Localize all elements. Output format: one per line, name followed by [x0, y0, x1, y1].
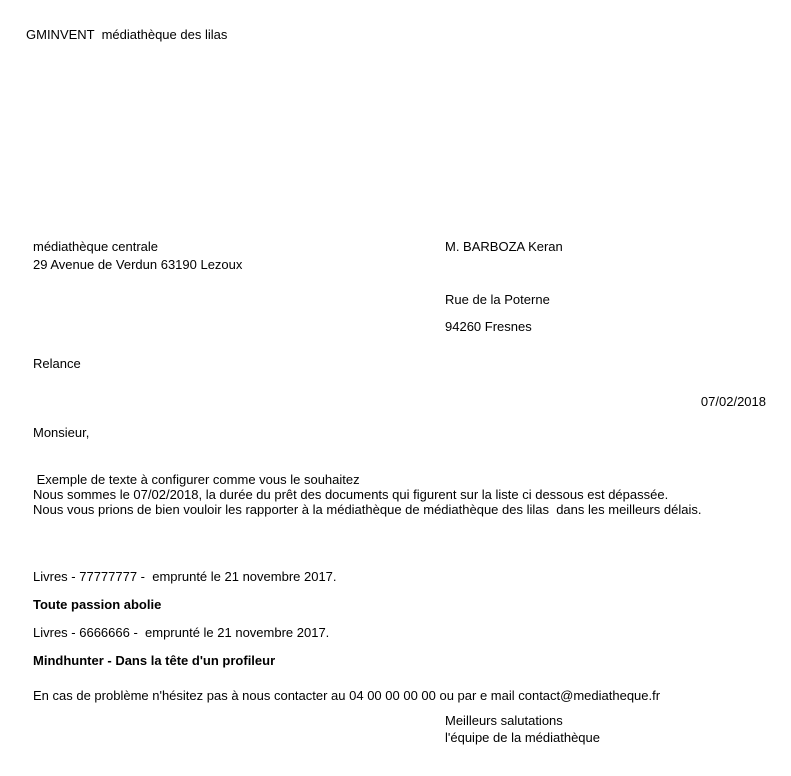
letter-header-title: GMINVENT médiathèque des lilas — [26, 27, 228, 42]
letter-date: 07/02/2018 — [700, 394, 766, 409]
item-title: Mindhunter - Dans la tête d'un profileur — [33, 653, 276, 668]
recipient-street: Rue de la Poterne — [445, 292, 550, 307]
body-intro: Exemple de texte à configurer comme vous le souhaitez — [33, 472, 360, 487]
item-title: Toute passion abolie — [33, 597, 162, 612]
recipient-city: 94260 Fresnes — [445, 319, 532, 334]
sender-name: médiathèque centrale — [33, 239, 159, 254]
letter-subject: Relance — [33, 356, 81, 371]
closing-line-2: l'équipe de la médiathèque — [445, 730, 600, 745]
recipient-name: M. BARBOZA Keran — [445, 239, 563, 254]
sender-address: 29 Avenue de Verdun 63190 Lezoux — [33, 257, 243, 272]
item-info: Livres - 6666666 - emprunté le 21 novembre 2017. — [33, 625, 330, 640]
item-info: Livres - 77777777 - emprunté le 21 novembre 2017. — [33, 569, 337, 584]
salutation: Monsieur, — [33, 425, 90, 440]
closing-line-1: Meilleurs salutations — [445, 713, 563, 728]
contact-line: En cas de problème n'hésitez pas à nous contacter au 04 00 00 00 00 ou par e mail contact@mediatheque.fr — [33, 688, 661, 703]
body-line-2: Nous vous prions de bien vouloir les rapporter à la médiathèque de médiathèque des lilas dans les meilleurs délais. — [33, 502, 702, 517]
body-line-1: Nous sommes le 07/02/2018, la durée du prêt des documents qui figurent sur la liste ci dessous est dépassée. — [33, 487, 669, 502]
